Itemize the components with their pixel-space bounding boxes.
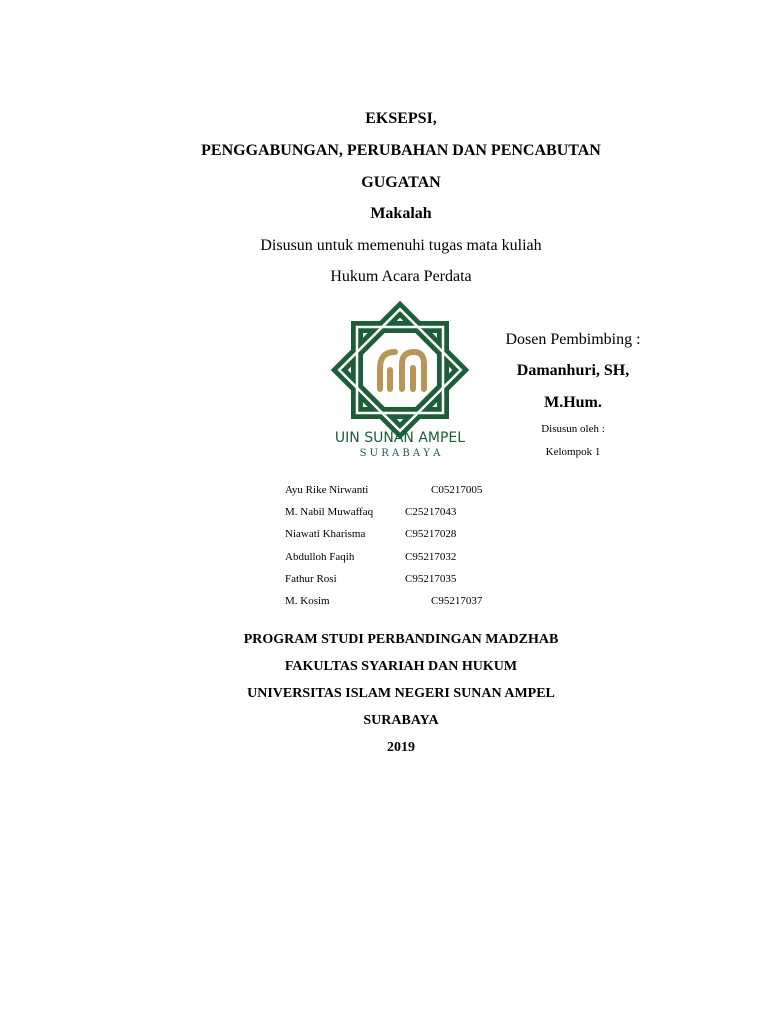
compiled-by-label: Disusun oleh : xyxy=(541,423,605,435)
title-line-3: GUGATAN xyxy=(361,174,441,191)
year: 2019 xyxy=(387,740,415,755)
faculty-name: FAKULTAS SYARIAH DAN HUKUM xyxy=(284,659,518,674)
uinsa-emblem-icon xyxy=(318,300,482,462)
member-name: M. Kosim xyxy=(285,595,330,607)
supervisor-name-line-1: Damanhuri, SH, xyxy=(516,362,630,379)
member-name: Niawati Kharisma xyxy=(285,528,366,540)
group-name: Kelompok 1 xyxy=(545,446,601,458)
university-name: UNIVERSITAS ISLAM NEGERI SUNAN AMPEL xyxy=(247,686,555,701)
member-name: Fathur Rosi xyxy=(285,573,337,585)
member-name: Ayu Rike Nirwanti xyxy=(285,484,369,496)
study-program: PROGRAM STUDI PERBANDINGAN MADZHAB xyxy=(243,632,559,647)
logo-university-name: UIN SUNAN AMPEL xyxy=(334,430,466,446)
member-id: C95217037 xyxy=(431,595,483,607)
document-purpose: Disusun untuk memenuhi tugas mata kuliah xyxy=(260,237,542,254)
title-line-1: EKSEPSI, xyxy=(365,110,437,127)
member-id: C05217005 xyxy=(431,484,483,496)
member-id: C95217035 xyxy=(405,573,457,585)
university-logo xyxy=(318,300,482,462)
logo-city: S U R A B A Y A xyxy=(359,448,441,459)
document-type: Makalah xyxy=(370,205,432,222)
member-name: Abdulloh Faqih xyxy=(285,551,355,563)
member-id: C25217043 xyxy=(405,506,457,518)
member-name: M. Nabil Muwaffaq xyxy=(285,506,374,518)
city-name: SURABAYA xyxy=(363,713,439,728)
member-id: C95217032 xyxy=(405,551,457,563)
member-id: C95217028 xyxy=(405,528,457,540)
title-line-2: PENGGABUNGAN, PERUBAHAN DAN PENCABUTAN xyxy=(201,142,601,159)
supervisor-label: Dosen Pembimbing : xyxy=(505,331,641,348)
course-name: Hukum Acara Perdata xyxy=(330,268,472,285)
supervisor-name-line-2: M.Hum. xyxy=(544,394,602,411)
